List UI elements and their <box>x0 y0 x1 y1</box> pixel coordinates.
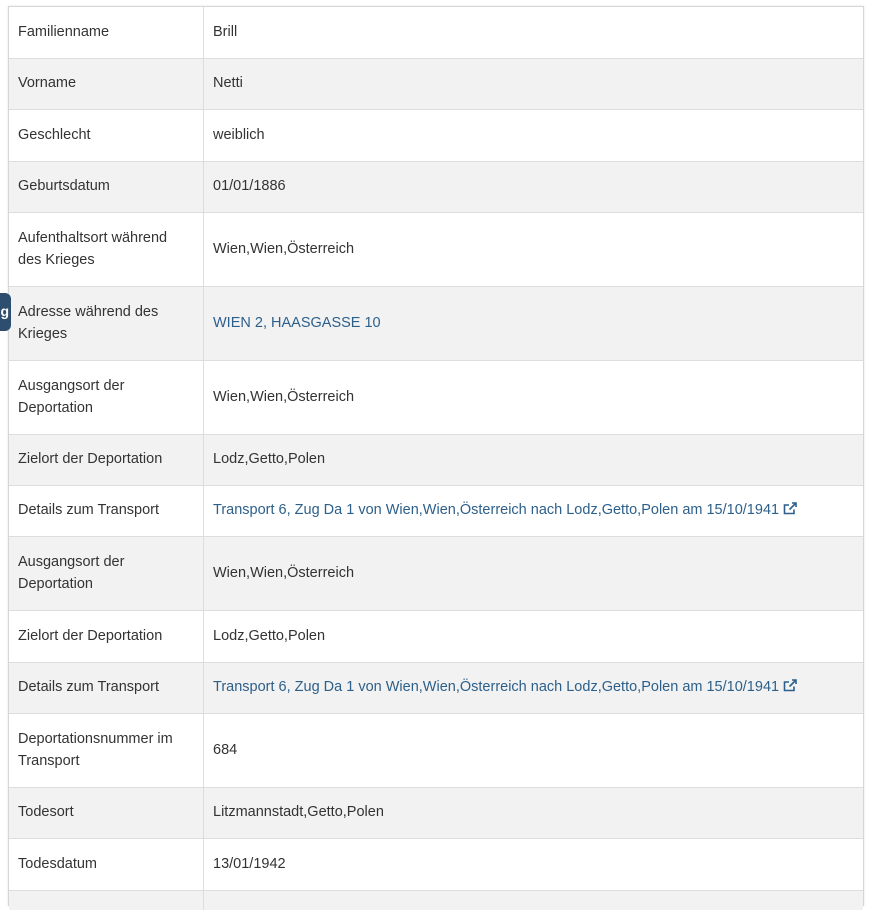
row-value-adresse <box>204 286 864 360</box>
row-value-transport-details-2 <box>204 662 864 713</box>
external-link-icon[interactable] <box>783 677 797 700</box>
row-label-zielort: Zielort der Deportation <box>9 434 204 485</box>
table-row <box>9 610 863 662</box>
row-value-geschlecht: weiblich <box>204 109 864 161</box>
external-link-icon[interactable] <box>783 500 797 523</box>
transport-link-text[interactable]: Transport 6, Zug Da 1 von Wien,Wien,Österreich nach Lodz,Getto,Polen am 15/10/1941 <box>213 501 780 518</box>
table-row <box>9 58 863 109</box>
table-row <box>9 662 863 713</box>
row-value-deportationsnummer: 684 <box>204 713 864 787</box>
row-label-deportationsnummer: Deportationsnummer im Transport <box>9 713 204 787</box>
row-value-ausgangsort: Wien,Wien,Österreich <box>204 360 864 434</box>
row-value-geburtsdatum: 01/01/1886 <box>204 161 864 212</box>
person-details-card <box>8 6 864 906</box>
row-value-transport-details <box>204 485 864 536</box>
transport-link-text-2[interactable]: Transport 6, Zug Da 1 von Wien,Wien,Österreich nach Lodz,Getto,Polen am 15/10/1941 <box>213 678 780 695</box>
table-row <box>9 360 863 434</box>
row-value-ausgangsort-2: Wien,Wien,Österreich <box>204 536 864 610</box>
row-value-aufenthaltsort: Wien,Wien,Österreich <box>204 212 864 286</box>
person-details-table <box>9 7 863 910</box>
row-label-vorname: Vorname <box>9 58 204 109</box>
table-row <box>9 212 863 286</box>
row-value-familienname: Brill <box>213 24 238 40</box>
transport-link-2[interactable] <box>213 679 797 695</box>
side-tab[interactable]: g <box>0 293 11 331</box>
table-row <box>9 161 863 212</box>
row-value-empty <box>204 890 864 910</box>
table-row <box>9 838 863 890</box>
row-label-geburtsdatum: Geburtsdatum <box>9 161 204 212</box>
table-row <box>9 713 863 787</box>
row-value-zielort-2: Lodz,Getto,Polen <box>204 610 864 662</box>
row-label-transport-details-2: Details zum Transport <box>9 662 204 713</box>
row-value-vorname: Netti <box>204 58 864 109</box>
table-row-empty <box>9 890 863 910</box>
table-row <box>9 787 863 838</box>
row-label-transport-details: Details zum Transport <box>9 485 204 536</box>
row-label-familienname: Familienname <box>9 7 204 58</box>
row-value-todesort: Litzmannstadt,Getto,Polen <box>204 787 864 838</box>
row-value-todesdatum: 13/01/1942 <box>204 838 864 890</box>
transport-link[interactable] <box>213 502 797 518</box>
row-label-aufenthaltsort: Aufenthaltsort während des Krieges <box>9 212 204 286</box>
row-label-zielort-2: Zielort der Deportation <box>9 610 204 662</box>
table-row <box>9 286 863 360</box>
row-label-todesort: Todesort <box>9 787 204 838</box>
row-label-empty <box>9 890 204 910</box>
row-label-geschlecht: Geschlecht <box>9 109 204 161</box>
table-row <box>9 485 863 536</box>
row-label-ausgangsort: Ausgangsort der Deportation <box>9 360 204 434</box>
address-link[interactable]: WIEN 2, HAASGASSE 10 <box>213 314 381 331</box>
row-label-todesdatum: Todesdatum <box>9 838 204 890</box>
table-row <box>9 536 863 610</box>
table-row <box>9 434 863 485</box>
row-label-ausgangsort-2: Ausgangsort der Deportation <box>9 536 204 610</box>
table-row <box>9 109 863 161</box>
row-label-adresse: Adresse während des Krieges <box>9 286 204 360</box>
table-row <box>9 7 863 58</box>
row-value-zielort: Lodz,Getto,Polen <box>204 434 864 485</box>
